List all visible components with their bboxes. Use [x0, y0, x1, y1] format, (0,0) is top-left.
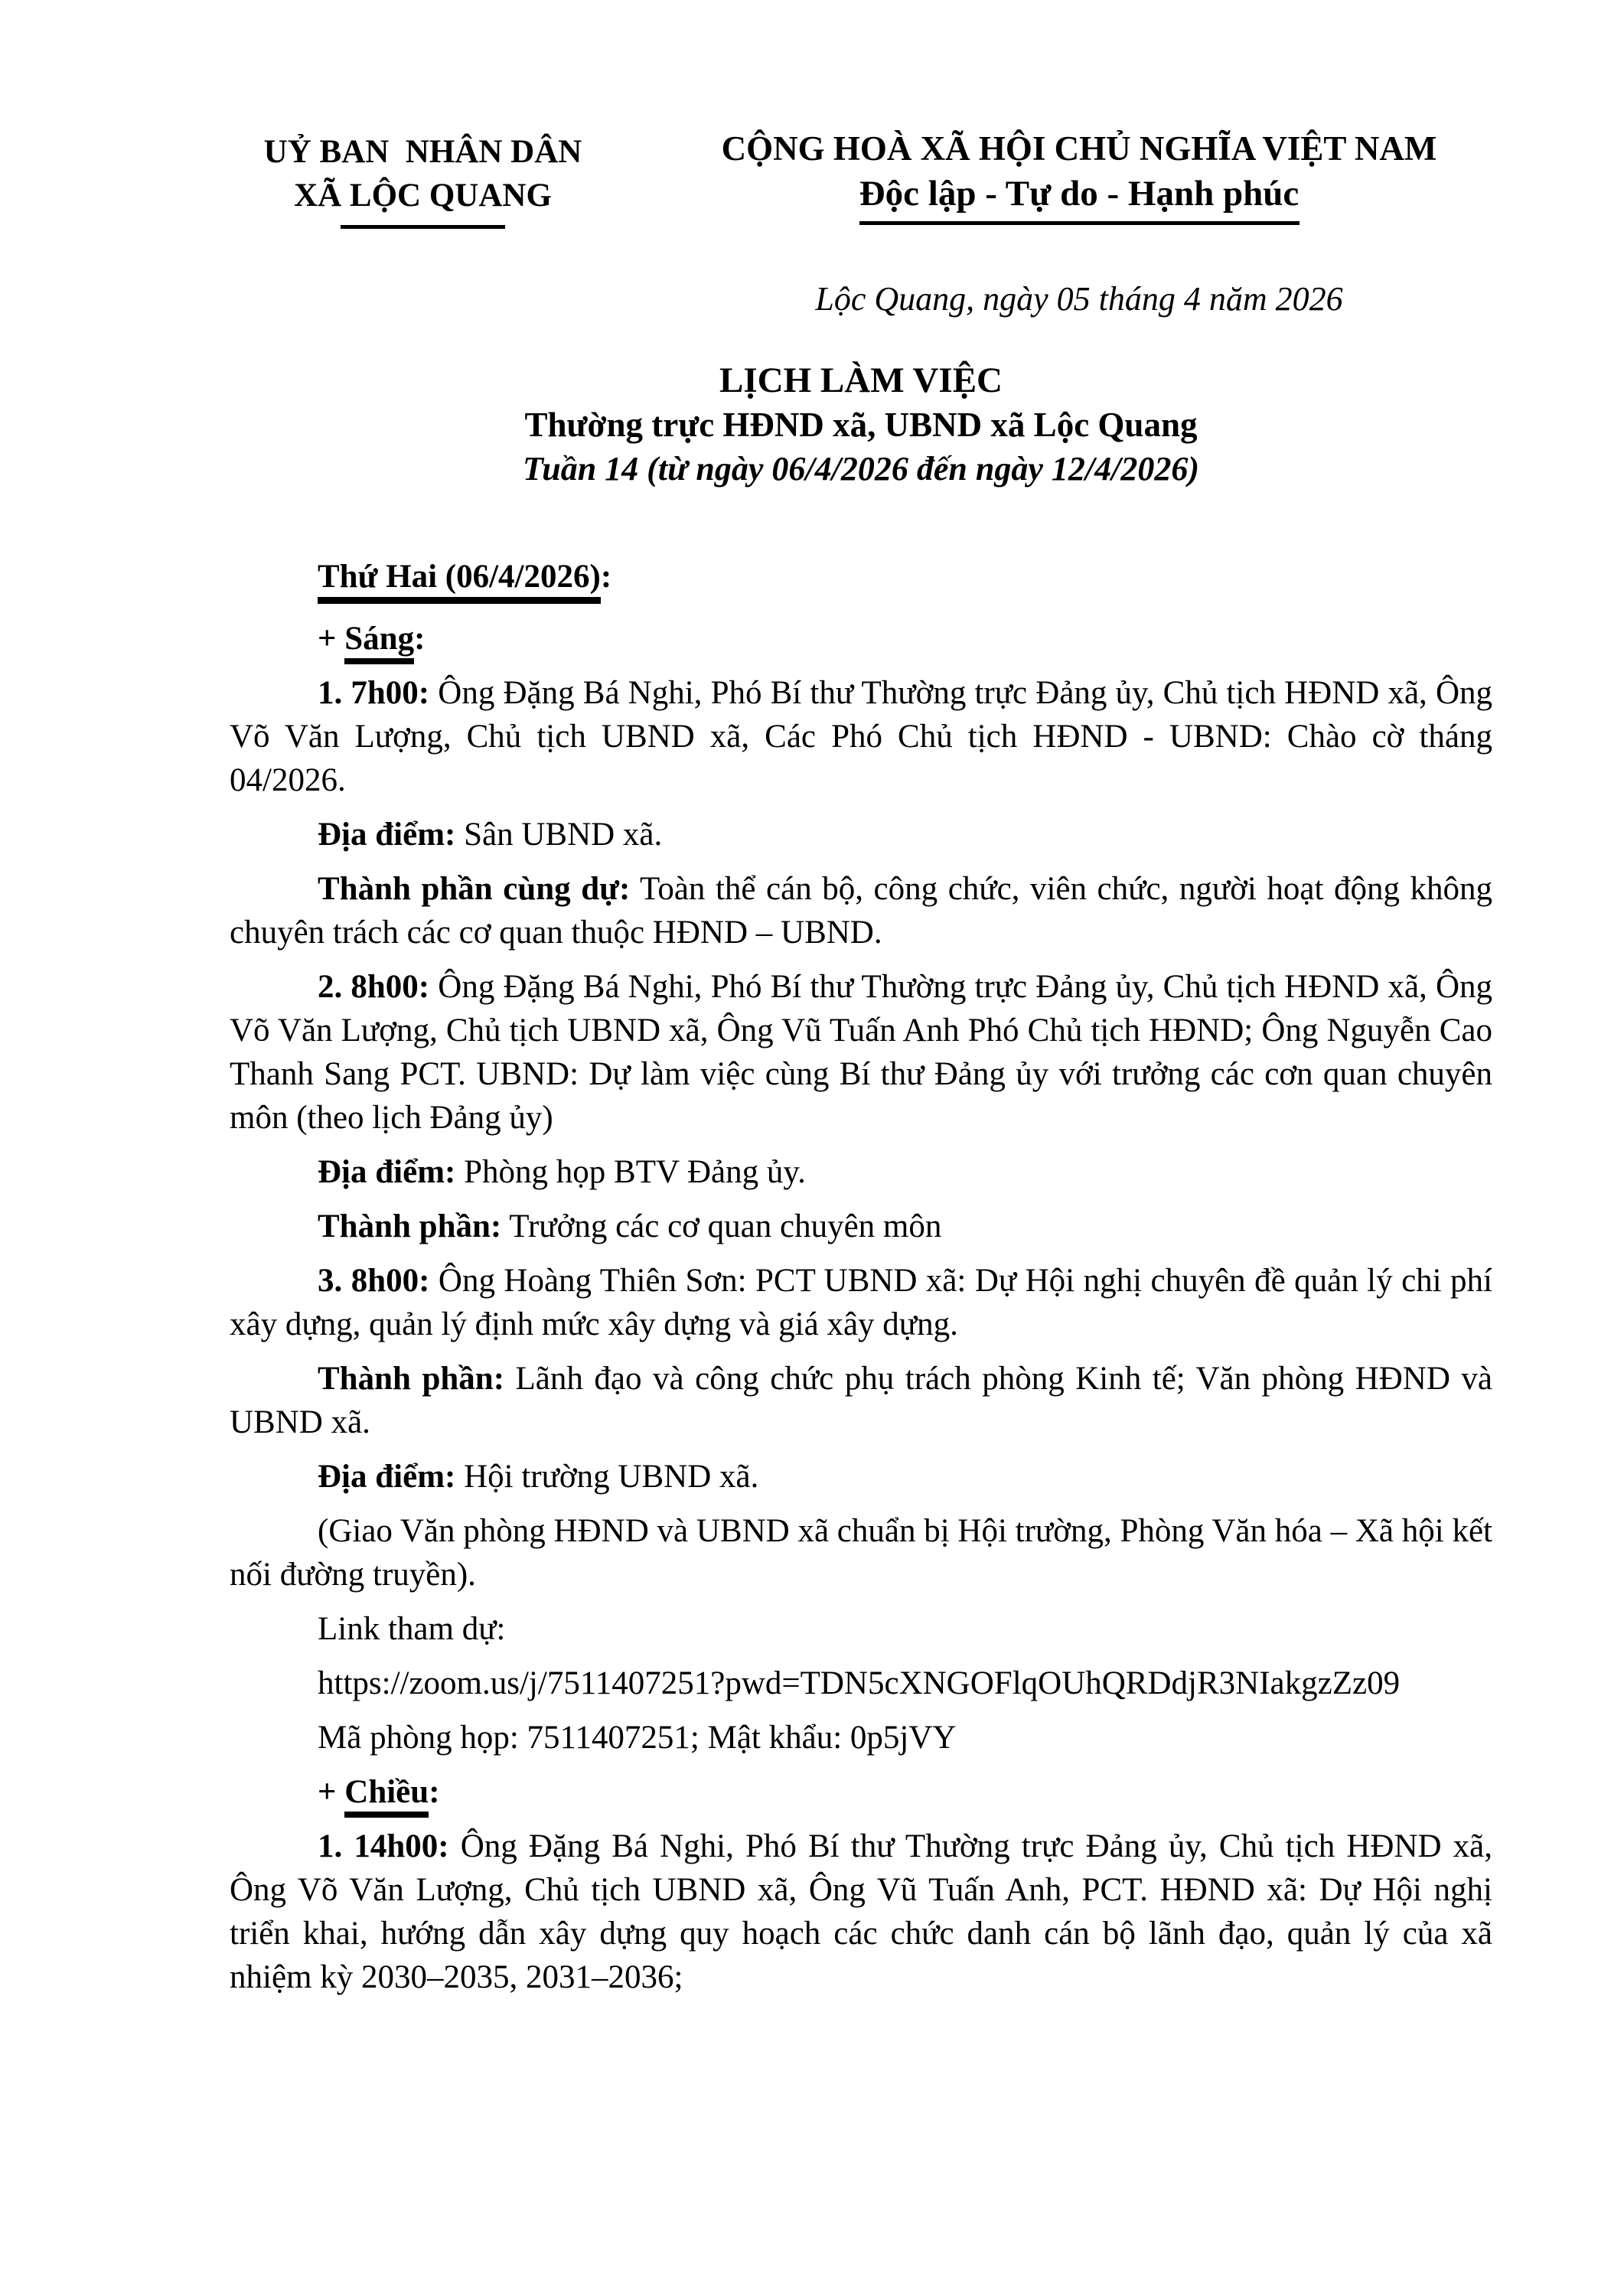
morning-item-1-location	[230, 813, 1492, 856]
afternoon-label: Chiều	[344, 1774, 429, 1818]
afternoon-session-heading	[230, 1770, 1492, 1814]
morning-item-1-participants	[230, 867, 1492, 954]
national-title: CỘNG HOÀ XÃ HỘI CHỦ NGHĨA VIỆT NAM	[721, 129, 1437, 168]
national-header	[658, 126, 1500, 225]
morning-colon: :	[414, 621, 426, 657]
participants-label: Thành phần:	[318, 1361, 505, 1397]
location-label: Địa điểm:	[318, 817, 456, 853]
org-name: UỶ BAN NHÂN DÂN	[263, 134, 582, 170]
morning-item-3-time: 3. 8h00:	[318, 1263, 430, 1299]
morning-item-2-time: 2. 8h00:	[318, 969, 430, 1005]
afternoon-colon: :	[429, 1774, 440, 1810]
participants-value: Lãnh đạo và công chức phụ trách phòng Kinh tế; Văn phòng HĐND và UBND xã.	[230, 1361, 1492, 1440]
afternoon-item-1-text: Ông Đặng Bá Nghi, Phó Bí thư Thường trực Đảng ủy, Chủ tịch HĐND xã, Ông Võ Văn Lượng, Chủ tịch UBND xã, Ông Vũ Tuấn Anh, PCT. HĐND xã: Dự Hội nghị triển khai, hướng dẫn xây dựng quy hoạch các chức danh cán bộ lãnh đạo, quản lý của xã nhiệm kỳ 2030–2035, 2031–2036;	[230, 1828, 1493, 1995]
location-label: Địa điểm:	[318, 1154, 456, 1190]
afternoon-prefix: +	[318, 1774, 345, 1810]
location-label: Địa điểm:	[318, 1459, 456, 1495]
document-title: LỊCH LÀM VIỆC	[719, 360, 1003, 400]
afternoon-item-1	[230, 1825, 1492, 1999]
motto-underline	[859, 221, 1300, 225]
afternoon-item-1-time: 1. 14h00:	[318, 1828, 449, 1864]
participants-value: Trưởng các cơ quan chuyên môn	[501, 1208, 942, 1244]
org-locality: XÃ LỘC QUANG	[294, 178, 552, 214]
morning-item-3-location	[230, 1455, 1492, 1499]
preparation-note: (Giao Văn phòng HĐND và UBND xã chuẩn bị Hội trường, Phòng Văn hóa – Xã hội kết nối đường truyền).	[230, 1513, 1492, 1593]
location-value: Phòng họp BTV Đảng ủy.	[455, 1154, 806, 1190]
morning-prefix: +	[318, 621, 345, 657]
meeting-link-url[interactable]: https://zoom.us/j/7511407251?pwd=TDN5cXNGOFlqOUhQRDdjR3NIakgzZz09	[318, 1665, 1401, 1701]
meeting-link-label: Link tham dự:	[318, 1611, 506, 1647]
document-week-range: Tuần 14 (từ ngày 06/4/2026 đến ngày 12/4/2026)	[523, 450, 1199, 488]
morning-item-2	[230, 965, 1492, 1140]
document-subtitle: Thường trực HĐND xã, UBND xã Lộc Quang	[524, 406, 1198, 444]
title-block	[230, 358, 1492, 491]
schedule-body	[230, 555, 1492, 2010]
day-heading-colon: :	[600, 559, 612, 595]
participants-value: Toàn thể cán bộ, công chức, viên chức, người hoạt động không chuyên trách các cơ quan thuộc HĐND – UBND.	[230, 871, 1493, 951]
participants-label: Thành phần:	[318, 1208, 502, 1244]
location-value: Sân UBND xã.	[455, 817, 663, 853]
morning-item-3-text: Ông Hoàng Thiên Sơn: PCT UBND xã: Dự Hội nghị chuyên đề quản lý chi phí xây dựng, quản lý định mức xây dựng và giá xây dựng.	[230, 1263, 1493, 1342]
morning-item-1-time: 1. 7h00:	[318, 675, 430, 711]
dateline: Lộc Quang, ngày 05 tháng 4 năm 2026	[815, 280, 1343, 318]
morning-label: Sáng	[344, 621, 414, 664]
morning-item-3	[230, 1259, 1492, 1346]
morning-item-1	[230, 671, 1492, 802]
day-heading-text: Thứ Hai (06/4/2026)	[318, 559, 601, 604]
morning-item-2-text: Ông Đặng Bá Nghi, Phó Bí thư Thường trực Đảng ủy, Chủ tịch HĐND xã, Ông Võ Văn Lượng, Chủ tịch UBND xã, Ông Vũ Tuấn Anh Phó Chủ tịch HĐND; Ông Nguyễn Cao Thanh Sang PCT. UBND: Dự làm việc cùng Bí thư Đảng ủy với trưởng các cơn quan chuyên môn (theo lịch Đảng ủy)	[230, 969, 1493, 1136]
morning-item-2-participants	[230, 1205, 1492, 1248]
org-header	[226, 130, 620, 229]
org-header-underline	[341, 225, 505, 229]
morning-session-heading	[230, 617, 1492, 660]
morning-item-1-text: Ông Đặng Bá Nghi, Phó Bí thư Thường trực Đảng ủy, Chủ tịch HĐND xã, Ông Võ Văn Lượng, Chủ tịch UBND xã, Các Phó Chủ tịch HĐND - UBND: Chào cờ tháng 04/2026.	[230, 675, 1493, 798]
location-value: Hội trường UBND xã.	[455, 1459, 759, 1495]
meeting-credentials: Mã phòng họp: 7511407251; Mật khẩu: 0p5jVY	[318, 1720, 957, 1756]
morning-item-2-location	[230, 1150, 1492, 1194]
day-heading	[230, 555, 1492, 598]
national-motto: Độc lập - Tự do - Hạnh phúc	[859, 174, 1300, 214]
morning-item-3-participants	[230, 1357, 1492, 1444]
participants-label: Thành phần cùng dự:	[318, 871, 631, 907]
